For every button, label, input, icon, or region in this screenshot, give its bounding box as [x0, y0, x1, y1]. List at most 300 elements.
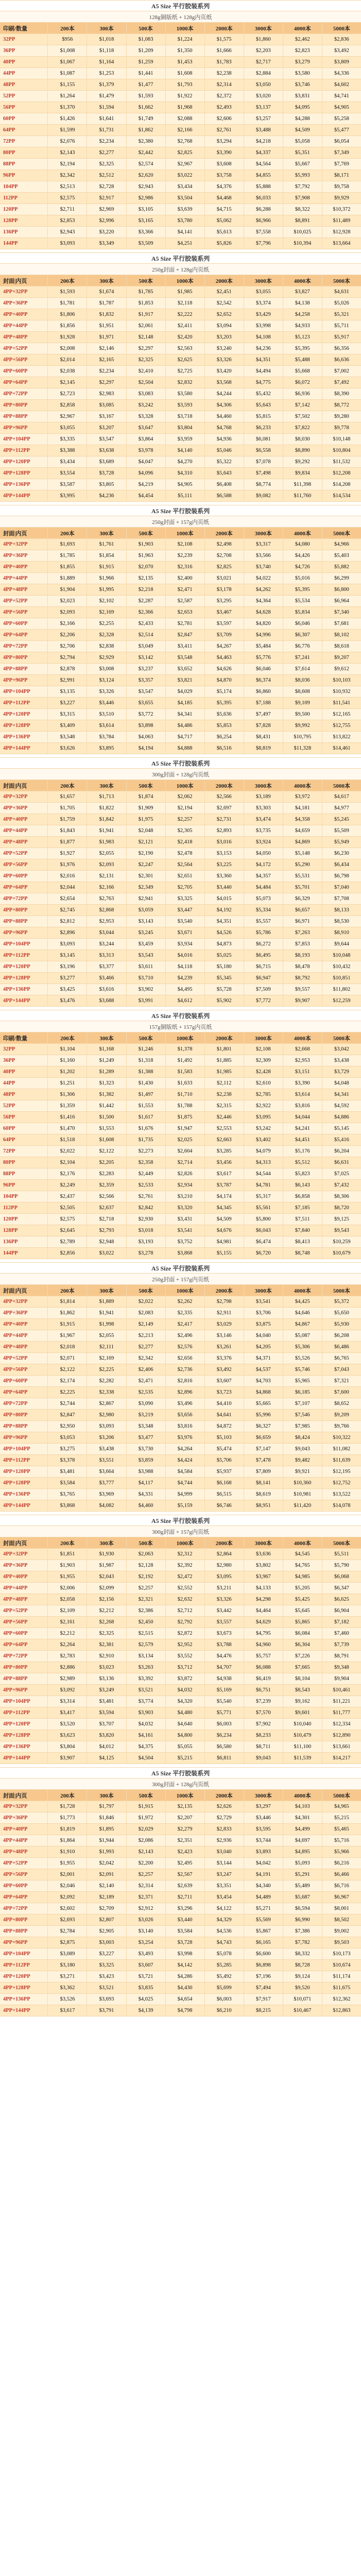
price-cell: $3,976 [166, 1432, 205, 1443]
price-cell: $2,812 [48, 916, 87, 927]
price-cell: $12,334 [333, 1721, 351, 1727]
price-cell: $4,351 [244, 354, 283, 365]
price-cell: $3,083 [127, 388, 166, 399]
price-cell: $7,494 [244, 1982, 283, 1993]
price-cell: $3,434 [48, 456, 87, 467]
price-cell: $9,043 [244, 1753, 283, 1764]
price-cell: $5,334 [244, 905, 283, 916]
price-cell: $3,707 [87, 1719, 126, 1730]
header-quantity: 500本 [127, 1790, 166, 1801]
price-cell: $8,102 [334, 632, 349, 638]
price-cell: $2,838 [87, 641, 126, 652]
price-cell: $1,903 [127, 539, 166, 550]
price-cell: $4,707 [205, 1662, 244, 1673]
page-count-cell: 4PP+80PP [0, 1410, 48, 1420]
price-cell: $2,842 [127, 1202, 166, 1213]
page-count-cell: 4PP+44PP [0, 573, 48, 584]
price-cell: $3,378 [48, 1455, 87, 1466]
page-count-cell: 4PP+128PP [0, 1982, 48, 1993]
table-row [0, 871, 361, 882]
price-cell: $1,246 [127, 1044, 166, 1055]
price-cell: $11,532 [333, 459, 351, 465]
price-cell: $2,218 [127, 584, 166, 595]
price-cell: $3,791 [87, 2005, 126, 2016]
price-cell: $2,108 [166, 539, 205, 550]
table-row [0, 1982, 361, 1994]
price-cell: $3,509 [127, 238, 166, 249]
table-row [0, 1880, 361, 1892]
price-cell: $9,543 [334, 1228, 349, 1233]
price-cell: $2,406 [127, 1364, 166, 1375]
table-row [0, 1376, 361, 1387]
price-cell: $5,148 [283, 848, 322, 859]
price-cell: $2,567 [166, 1869, 205, 1880]
table-row [0, 238, 361, 249]
price-cell: $2,579 [127, 1639, 166, 1650]
table-row [0, 2005, 361, 2016]
price-cell: $2,884 [244, 68, 283, 79]
table-row [0, 1364, 361, 1376]
price-cell: $3,189 [244, 791, 283, 802]
price-cell: $3,728 [166, 1937, 205, 1948]
price-cell: $2,104 [48, 1157, 87, 1168]
price-cell: $2,410 [127, 366, 166, 377]
page-count-cell: 4PP+64PP [0, 1639, 48, 1650]
price-cell: $8,133 [334, 907, 349, 913]
price-cell: $1,731 [87, 125, 126, 135]
page-count-cell: 80PP [0, 1157, 48, 1168]
price-cell: $3,809 [334, 59, 349, 65]
price-cell: $7,226 [283, 1651, 322, 1662]
table-row [0, 675, 361, 686]
price-cell: $2,905 [87, 1926, 126, 1937]
price-cell: $8,104 [283, 1673, 322, 1684]
price-cell: $7,263 [283, 927, 322, 938]
page-count-cell: 64PP [0, 125, 48, 135]
price-cell: $2,967 [166, 159, 205, 170]
price-cell: $6,329 [283, 893, 322, 904]
price-cell: $4,341 [166, 709, 205, 720]
page-count-cell: 4PP+40PP [0, 562, 48, 572]
price-cell: $11,221 [333, 1699, 351, 1704]
price-cell: $3,261 [205, 1342, 244, 1352]
price-cell: $2,989 [48, 1673, 87, 1684]
price-cell: $2,381 [87, 1639, 126, 1650]
table-row [0, 159, 361, 170]
table-row [0, 1066, 361, 1078]
price-cell: $2,140 [87, 1880, 126, 1891]
price-cell: $9,209 [334, 1412, 349, 1418]
price-cell: $1,877 [48, 837, 87, 848]
table-row [0, 298, 361, 309]
price-cell: $3,902 [127, 984, 166, 995]
header-quantity: 300本 [87, 1285, 126, 1296]
price-cell: $5,474 [205, 1444, 244, 1454]
page-count-cell: 4PP+72PP [0, 641, 48, 652]
price-cell: $1,259 [127, 57, 166, 67]
price-cell: $5,645 [283, 1605, 322, 1616]
price-cell: $3,656 [166, 1410, 205, 1420]
price-cell: $1,862 [48, 1308, 87, 1318]
price-cell: $2,200 [127, 1858, 166, 1869]
price-cell: $5,176 [283, 1146, 322, 1157]
header-quantity: 500本 [127, 780, 166, 791]
price-cell: $4,717 [166, 732, 205, 742]
price-cell: $2,825 [166, 147, 205, 158]
price-cell: $2,697 [205, 803, 244, 814]
price-cell: $2,297 [127, 343, 166, 354]
price-cell: $1,710 [166, 1089, 205, 1100]
price-cell: $2,212 [48, 1628, 87, 1639]
price-cell: $4,798 [166, 2005, 205, 2016]
price-cell: $4,870 [205, 675, 244, 686]
price-cell: $2,359 [87, 1180, 126, 1191]
table-row [0, 227, 361, 238]
section-subtitle: 250g封面 + 157g内页纸 [0, 1274, 361, 1285]
price-cell: $1,633 [166, 1078, 205, 1089]
price-cell: $3,723 [205, 1387, 244, 1398]
price-cell: $5,492 [205, 1971, 244, 1982]
price-cell: $1,164 [87, 57, 126, 67]
price-cell: $3,456 [205, 1157, 244, 1168]
price-cell: $4,172 [244, 859, 283, 870]
price-cell: $3,474 [244, 814, 283, 825]
price-cell: $2,022 [127, 1296, 166, 1307]
price-cell: $7,708 [334, 896, 349, 902]
price-cell: $3,616 [87, 984, 126, 995]
page-count-cell: 4PP+136PP [0, 984, 48, 995]
page-count-cell: 4PP+80PP [0, 400, 48, 411]
price-cell: $7,478 [244, 1455, 283, 1466]
price-cell: $1,941 [87, 1308, 126, 1318]
price-cell: $6,967 [334, 1894, 349, 1900]
price-cell: $9,503 [334, 1940, 349, 1945]
table-row [0, 1296, 361, 1308]
table-row [0, 1605, 361, 1617]
price-cell: $4,288 [283, 113, 322, 124]
price-table [0, 1767, 361, 2016]
price-cell: $3,740 [244, 562, 283, 572]
price-cell: $4,703 [244, 1376, 283, 1386]
price-cell: $3,360 [205, 871, 244, 882]
price-cell: $6,165 [244, 1937, 283, 1948]
price-cell: $5,790 [334, 1563, 349, 1568]
section-title: A5 Size 平行胶装系列 [0, 757, 361, 769]
price-cell: $4,241 [283, 1123, 322, 1134]
price-cell: $1,264 [48, 91, 87, 101]
price-table [0, 1515, 361, 1764]
table-row [0, 1812, 361, 1824]
header-quantity: 300本 [87, 780, 126, 791]
table-header [0, 780, 361, 791]
price-cell: $1,713 [87, 791, 126, 802]
price-cell: $5,073 [244, 893, 283, 904]
page-count-cell: 4PP+64PP [0, 377, 48, 388]
header-quantity: 2000本 [205, 1285, 244, 1296]
price-cell: $9,482 [283, 1455, 322, 1466]
page-count-cell: 4PP+72PP [0, 893, 48, 904]
price-cell: $5,966 [334, 1849, 349, 1855]
price-cell: $5,169 [205, 1685, 244, 1696]
price-cell: $3,351 [205, 1880, 244, 1891]
price-cell: $3,135 [48, 686, 87, 697]
price-cell: $1,971 [87, 332, 126, 343]
table-row [0, 422, 361, 434]
table-row [0, 147, 361, 159]
price-cell: $4,345 [205, 1202, 244, 1213]
price-cell: $7,570 [244, 1707, 283, 1718]
page-count-cell: 4PP+52PP [0, 1605, 48, 1616]
table-row [0, 1225, 361, 1236]
page-count-cell: 4PP+136PP [0, 1994, 48, 2005]
page-count-cell: 4PP+52PP [0, 1353, 48, 1364]
header-spec: 封面|内页 [0, 275, 48, 286]
price-cell: $4,103 [283, 1801, 322, 1812]
price-cell: $1,575 [205, 34, 244, 45]
price-cell: $3,093 [48, 238, 87, 249]
price-cell: $9,601 [283, 1707, 322, 1718]
price-cell: $5,425 [283, 1594, 322, 1605]
page-count-cell: 104PP [0, 181, 48, 192]
price-cell: $1,903 [48, 1560, 87, 1571]
price-cell: $5,062 [205, 215, 244, 226]
price-cell: $2,969 [87, 204, 126, 215]
page-count-cell: 4PP+56PP [0, 859, 48, 870]
price-cell: $3,285 [205, 1146, 244, 1157]
price-cell: $4,676 [205, 1225, 244, 1236]
price-cell: $2,086 [127, 1835, 166, 1846]
price-cell: $1,889 [48, 573, 87, 584]
price-cell: $7,600 [334, 1389, 349, 1395]
price-cell: $6,288 [244, 204, 283, 215]
price-cell: $3,712 [166, 1662, 205, 1673]
price-cell: $8,030 [283, 434, 322, 445]
page-count-cell: 4PP+36PP [0, 1812, 48, 1823]
page-count-cell: 4PP+44PP [0, 320, 48, 331]
table-row [0, 539, 361, 550]
page-count-cell: 4PP+72PP [0, 1903, 48, 1914]
price-cell: $6,347 [334, 1585, 349, 1591]
page-count-cell: 4PP+104PP [0, 434, 48, 445]
price-cell: $2,893 [205, 825, 244, 836]
header-quantity: 3000本 [244, 528, 283, 538]
price-cell: $3,924 [244, 837, 283, 848]
price-cell: $2,029 [127, 1824, 166, 1835]
price-cell: $1,975 [127, 814, 166, 825]
price-cell: $7,681 [334, 621, 349, 626]
price-cell: $1,378 [166, 1044, 205, 1055]
price-cell: $1,993 [87, 1846, 126, 1857]
price-cell: $2,014 [48, 354, 87, 365]
price-cell: $4,489 [244, 1892, 283, 1903]
header-quantity: 3000本 [244, 1790, 283, 1801]
price-cell: $2,255 [87, 618, 126, 629]
price-cell: $1,761 [87, 539, 126, 550]
page-count-cell: 4PP+52PP [0, 1858, 48, 1869]
price-cell: $3,325 [87, 1960, 126, 1971]
price-cell: $2,176 [48, 1168, 87, 1179]
price-cell: $3,390 [205, 147, 244, 158]
page-count-cell: 4PP+36PP [0, 1560, 48, 1571]
price-cell: $3,275 [48, 1444, 87, 1454]
price-cell: $4,251 [166, 238, 205, 249]
price-cell: $2,723 [48, 388, 87, 399]
price-cell: $3,978 [127, 445, 166, 456]
price-cell: $12,928 [333, 229, 351, 235]
price-cell: $3,296 [166, 1903, 205, 1914]
price-cell: $6,746 [205, 1500, 244, 1511]
price-cell: $3,257 [244, 113, 283, 124]
price-cell: $4,996 [244, 630, 283, 640]
price-cell: $8,233 [244, 1730, 283, 1741]
price-cell: $4,331 [127, 1489, 166, 1500]
price-cell: $1,915 [127, 1801, 166, 1812]
page-count-cell: 4PP+48PP [0, 584, 48, 595]
page-count-cell: 4PP+104PP [0, 1444, 48, 1454]
price-cell: $5,078 [205, 1948, 244, 1959]
price-cell: $2,922 [244, 1100, 283, 1111]
price-cell: $4,079 [244, 1146, 283, 1157]
header-spec: 封面|内页 [0, 1537, 48, 1548]
price-cell: $2,122 [48, 1364, 87, 1375]
price-cell: $2,093 [48, 607, 87, 618]
price-cell: $4,741 [334, 93, 349, 99]
price-cell: $8,728 [283, 1960, 322, 1971]
price-cell: $2,018 [48, 1342, 87, 1352]
price-cell: $7,497 [244, 709, 283, 720]
price-cell: $7,511 [283, 1214, 322, 1225]
page-count-cell: 40PP [0, 57, 48, 67]
price-cell: $5,145 [334, 1126, 349, 1131]
price-cell: $3,044 [87, 927, 126, 938]
price-cell: $1,972 [127, 1812, 166, 1823]
section-subtitle: 300g封面 + 128g内页纸 [0, 769, 361, 780]
price-cell: $1,477 [127, 79, 166, 90]
price-cell: $2,092 [48, 1892, 87, 1903]
price-cell: $3,425 [48, 984, 87, 995]
price-cell: $2,016 [48, 871, 87, 882]
price-cell: $2,225 [48, 1387, 87, 1398]
price-cell: $4,795 [244, 1628, 283, 1639]
page-count-cell: 4PP+56PP [0, 1869, 48, 1880]
table-row [0, 136, 361, 147]
page-count-cell: 4PP+32PP [0, 1296, 48, 1307]
price-cell: $2,238 [205, 68, 244, 79]
price-cell: $1,985 [166, 286, 205, 297]
page-count-cell: 4PP+36PP [0, 803, 48, 814]
price-cell: $10,360 [283, 1478, 322, 1488]
table-row [0, 1500, 361, 1512]
table-header [0, 23, 361, 34]
price-cell: $5,395 [283, 343, 322, 354]
price-cell: $3,655 [127, 698, 166, 708]
price-cell: $2,273 [127, 1146, 166, 1157]
page-count-cell: 4PP+88PP [0, 664, 48, 674]
page-count-cell: 4PP+48PP [0, 332, 48, 343]
table-row [0, 584, 361, 596]
price-cell: $1,855 [48, 562, 87, 572]
price-cell: $7,558 [244, 227, 283, 238]
price-cell: $6,408 [205, 479, 244, 490]
price-cell: $3,225 [205, 859, 244, 870]
price-cell: $6,751 [244, 1685, 283, 1696]
price-cell: $3,481 [48, 1466, 87, 1477]
price-cell: $2,268 [87, 1617, 126, 1628]
price-cell: $2,070 [127, 562, 166, 572]
page-count-cell: 4PP+32PP [0, 1549, 48, 1560]
price-cell: $2,349 [127, 882, 166, 893]
price-cell: $2,798 [205, 1296, 244, 1307]
price-cell: $5,706 [205, 1455, 244, 1466]
table-row [0, 1685, 361, 1696]
price-cell: $6,636 [334, 357, 349, 363]
price-cell: $4,320 [166, 1696, 205, 1707]
price-cell: $3,090 [127, 1398, 166, 1409]
price-cell: $2,194 [48, 159, 87, 170]
table-row [0, 1478, 361, 1489]
price-cell: $3,219 [127, 1410, 166, 1420]
price-cell: $1,749 [127, 113, 166, 124]
price-cell: $6,600 [244, 1948, 283, 1959]
price-cell: $2,514 [127, 630, 166, 640]
price-cell: $2,620 [127, 170, 166, 181]
price-cell: $2,910 [87, 1651, 126, 1662]
price-cell: $4,313 [244, 1157, 283, 1168]
page-count-cell: 4PP+48PP [0, 1594, 48, 1605]
price-cell: $3,652 [166, 664, 205, 674]
price-cell: $1,781 [48, 298, 87, 309]
page-count-cell: 136PP [0, 227, 48, 238]
price-cell: $4,138 [283, 298, 322, 309]
price-cell: $7,196 [244, 1971, 283, 1982]
table-row [0, 286, 361, 298]
table-row [0, 1696, 361, 1707]
price-cell: $9,758 [334, 184, 349, 190]
price-cell: $9,992 [283, 720, 322, 731]
price-cell: $2,055 [87, 848, 126, 859]
price-cell: $2,061 [127, 320, 166, 331]
price-cell: $8,772 [334, 402, 349, 408]
price-cell: $3,140 [127, 1926, 166, 1937]
table-row [0, 1353, 361, 1364]
price-cell: $3,584 [48, 1478, 87, 1488]
header-quantity: 500本 [127, 23, 166, 33]
price-cell: $3,020 [244, 91, 283, 101]
price-cell: $1,785 [127, 286, 166, 297]
table-row [0, 456, 361, 468]
price-cell: $2,203 [244, 45, 283, 56]
price-cell: $1,553 [87, 1123, 126, 1134]
price-cell: $3,788 [205, 1639, 244, 1650]
page-count-cell: 4PP+72PP [0, 1651, 48, 1662]
header-quantity: 500本 [127, 528, 166, 538]
price-cell: $2,321 [127, 1594, 166, 1605]
price-cell: $4,371 [244, 1353, 283, 1364]
table-row [0, 1342, 361, 1353]
price-cell: $10,173 [333, 1951, 351, 1957]
price-cell: $4,141 [166, 227, 205, 238]
price-cell: $3,105 [127, 204, 166, 215]
price-cell: $9,280 [334, 414, 349, 419]
price-cell: $3,165 [127, 215, 166, 226]
price-cell: $3,263 [127, 1662, 166, 1673]
price-cell: $3,998 [166, 1948, 205, 1959]
price-cell: $6,898 [244, 1960, 283, 1971]
price-cell: $2,312 [166, 1549, 205, 1560]
price-cell: $5,087 [283, 1330, 322, 1341]
price-cell: $2,128 [127, 1560, 166, 1571]
price-cell: $5,111 [166, 490, 205, 501]
